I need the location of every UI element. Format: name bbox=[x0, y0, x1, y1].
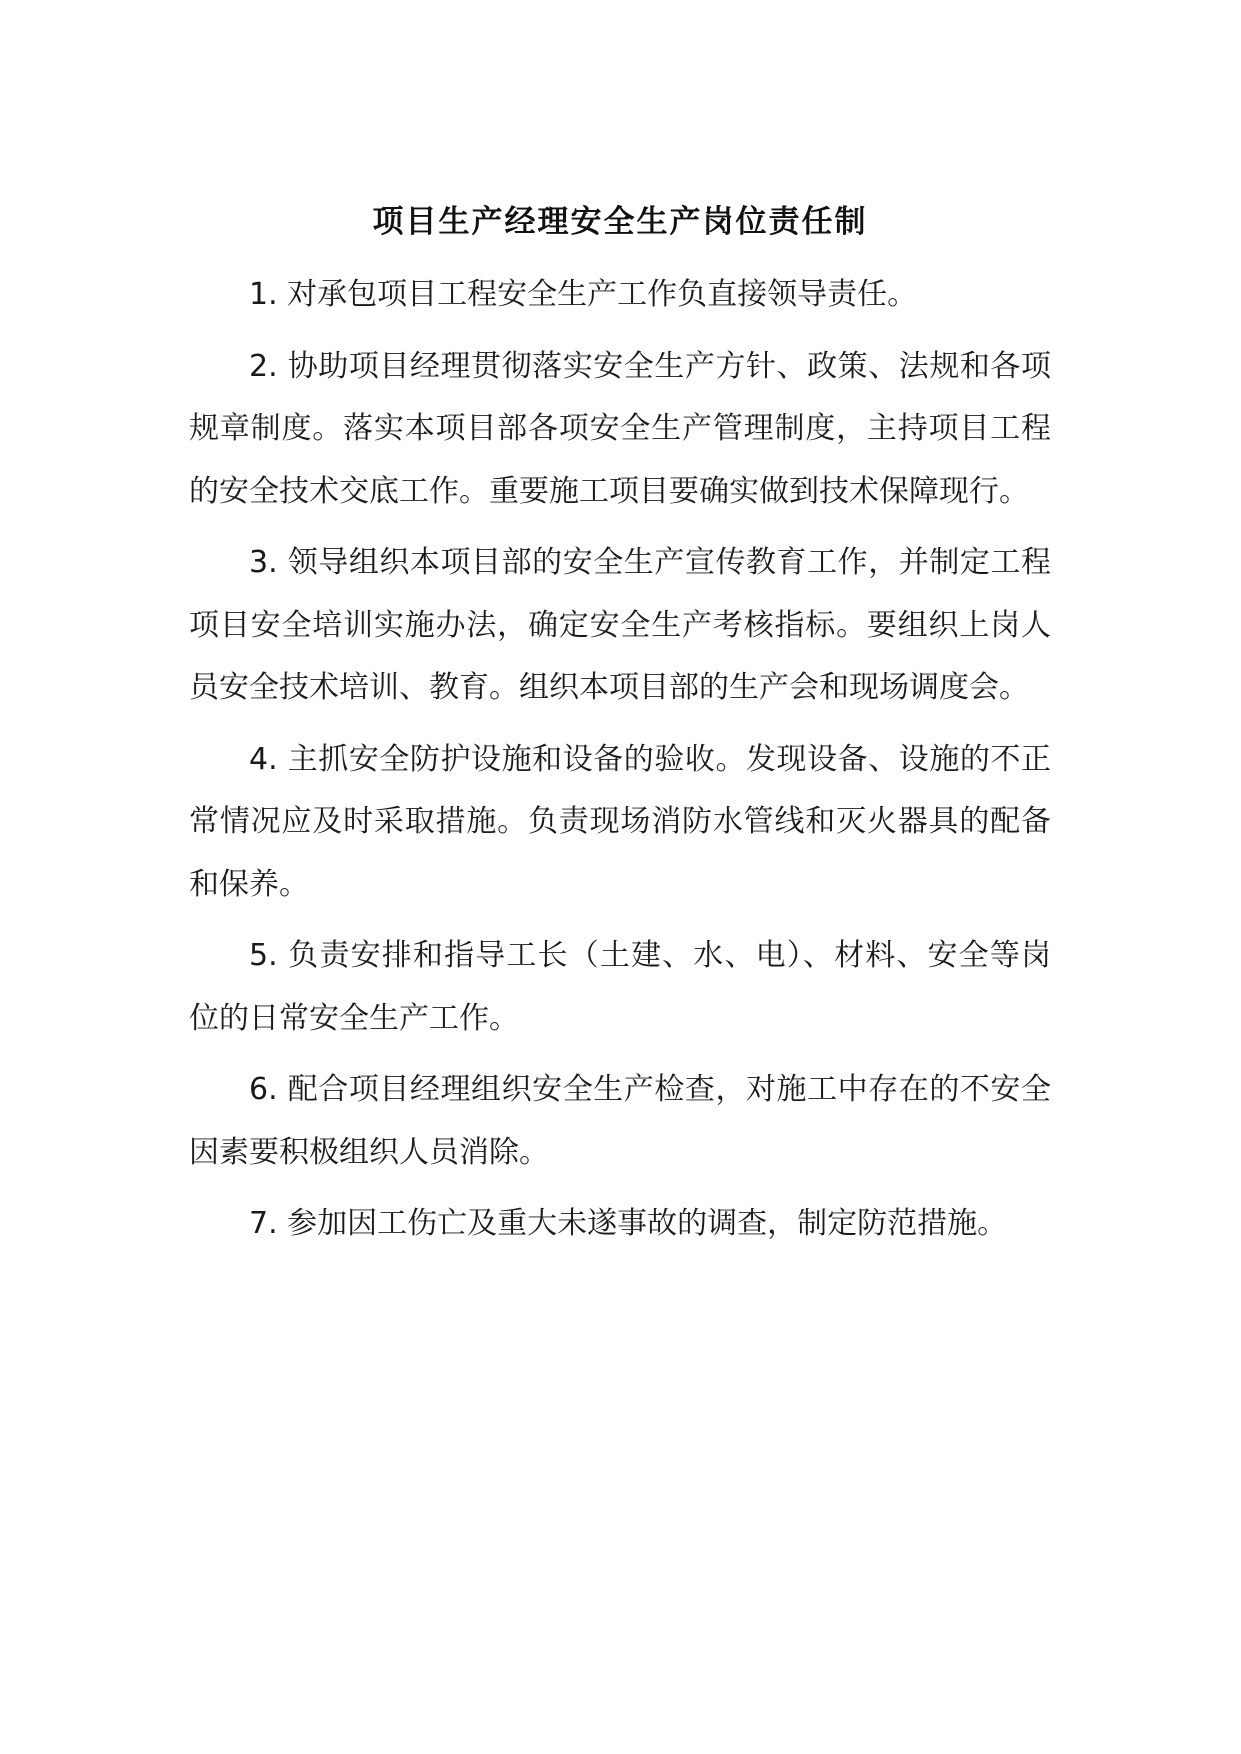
clause-1: 1. 对承包项目工程安全生产工作负直接领导责任。 bbox=[249, 277, 918, 312]
document-title: 项目生产经理安全生产岗位责任制 bbox=[372, 204, 868, 240]
clause-5: 5. 负责安排和指导工长（土建、水、电）、材料、安全等岗位的日常安全生产工作。 bbox=[189, 938, 1051, 1036]
document-page bbox=[189, 200, 1051, 1265]
clause-list bbox=[189, 264, 1051, 1256]
clause-2: 2. 协助项目经理贯彻落实安全生产方针、政策、法规和各项规章制度。落实本项目部各项安全生产管理制度，主持项目工程的安全技术交底工作。重要施工项目要确实做到技术保障现行。 bbox=[189, 348, 1051, 509]
clause-4: 4. 主抓安全防护设施和设备的验收。发现设备、设施的不正常情况应及时采取措施。负责现场消防水管线和灭火器具的配备和保养。 bbox=[189, 741, 1051, 902]
clause-7: 7. 参加因工伤亡及重大未遂事故的调查，制定防范措施。 bbox=[249, 1206, 1008, 1241]
clause-6: 6. 配合项目经理组织安全生产检查，对施工中存在的不安全因素要积极组织人员消除。 bbox=[189, 1072, 1051, 1170]
clause-3: 3. 领导组织本项目部的安全生产宣传教育工作，并制定工程项目安全培训实施办法，确定安全生产考核指标。要组织上岗人员安全技术培训、教育。组织本项目部的生产会和现场调度会。 bbox=[189, 545, 1051, 705]
